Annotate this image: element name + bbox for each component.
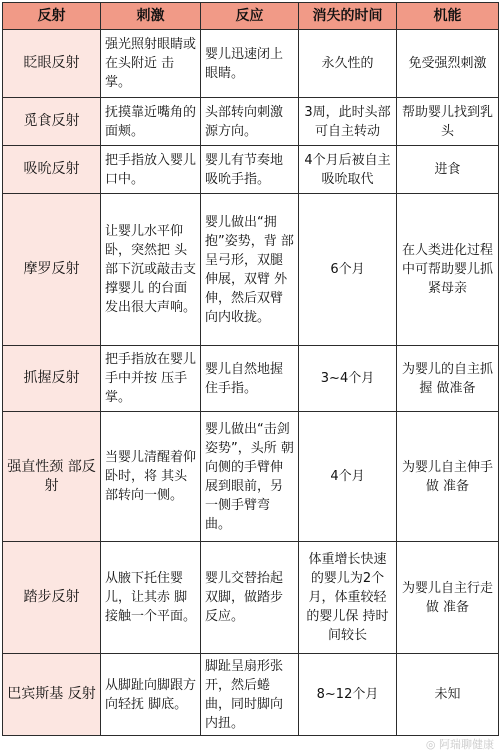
header-stimulus: 刺激	[101, 3, 201, 30]
table-row	[3, 98, 499, 146]
response-cell: 婴儿迅速闭上眼睛。	[201, 30, 299, 98]
header-response: 反应	[201, 3, 299, 30]
response-cell: 婴儿自然地握住手指。	[201, 346, 299, 412]
header-disappear: 消失的时间	[299, 3, 397, 30]
reflex-name: 抓握反射	[3, 346, 101, 412]
table-row	[3, 30, 499, 98]
disappear-cell: 3~4个月	[299, 346, 397, 412]
function-cell: 未知	[397, 654, 499, 736]
reflex-name: 强直性颈 部反射	[3, 412, 101, 542]
function-cell: 为婴儿的自主抓握 做准备	[397, 346, 499, 412]
disappear-cell: 8~12个月	[299, 654, 397, 736]
response-cell: 头部转向刺激源方向。	[201, 98, 299, 146]
function-cell: 为婴儿自主行走做 准备	[397, 542, 499, 654]
disappear-cell: 永久性的	[299, 30, 397, 98]
function-cell: 帮助婴儿找到乳头	[397, 98, 499, 146]
disappear-cell: 6个月	[299, 194, 397, 346]
watermark	[426, 736, 494, 752]
disappear-cell: 4个月	[299, 412, 397, 542]
reflex-name: 觅食反射	[3, 98, 101, 146]
response-cell: 婴儿做出“拥抱”姿势，背 部呈弓形，双腿伸展，双臂 外伸，然后双臂向内收拢。	[201, 194, 299, 346]
stimulus-cell: 抚摸靠近嘴角的面颊。	[101, 98, 201, 146]
disappear-cell: 4个月后被自主吸吮取代	[299, 146, 397, 194]
reflex-name: 巴宾斯基 反射	[3, 654, 101, 736]
function-cell: 进食	[397, 146, 499, 194]
reflex-name: 踏步反射	[3, 542, 101, 654]
watermark-icon: ◎	[425, 738, 436, 751]
header-row	[3, 3, 499, 30]
reflex-table	[2, 2, 499, 736]
stimulus-cell: 把手指放入婴儿口中。	[101, 146, 201, 194]
disappear-cell: 体重增长快速的婴儿为2个月，体重较轻的婴儿保 持时间较长	[299, 542, 397, 654]
function-cell: 为婴儿自主伸手做 准备	[397, 412, 499, 542]
function-cell: 免受强烈刺激	[397, 30, 499, 98]
table-row	[3, 346, 499, 412]
stimulus-cell: 把手指放在婴儿手中并按 压手掌。	[101, 346, 201, 412]
response-cell: 婴儿交替抬起双脚，做踏步 反应。	[201, 542, 299, 654]
reflex-name: 眨眼反射	[3, 30, 101, 98]
table-row	[3, 194, 499, 346]
watermark-text: 阿瑞聊健康	[439, 738, 494, 751]
header-function: 机能	[397, 3, 499, 30]
stimulus-cell: 让婴儿水平仰卧，突然把 头部下沉或敲击支撑婴儿 的台面发出很大声响。	[101, 194, 201, 346]
table-row	[3, 654, 499, 736]
table-row	[3, 146, 499, 194]
response-cell: 婴儿有节奏地吸吮手指。	[201, 146, 299, 194]
response-cell: 脚趾呈扇形张开，然后蜷曲，同时脚向内扭。	[201, 654, 299, 736]
reflex-name: 摩罗反射	[3, 194, 101, 346]
stimulus-cell: 从腋下托住婴儿，让其赤 脚接触一个平面。	[101, 542, 201, 654]
stimulus-cell: 强光照射眼睛或在头附近 击掌。	[101, 30, 201, 98]
reflex-name: 吸吮反射	[3, 146, 101, 194]
function-cell: 在人类进化过程 中可帮助婴儿抓 紧母亲	[397, 194, 499, 346]
table-row	[3, 542, 499, 654]
header-reflex: 反射	[3, 3, 101, 30]
stimulus-cell: 当婴儿清醒着仰卧时，将 其头部转向一侧。	[101, 412, 201, 542]
table-row	[3, 412, 499, 542]
stimulus-cell: 从脚趾向脚跟方向轻抚 脚底。	[101, 654, 201, 736]
disappear-cell: 3周，此时头部可自主转动	[299, 98, 397, 146]
response-cell: 婴儿做出“击剑姿势”，头所 朝向侧的手臂伸展到眼前，另一侧手臂弯曲。	[201, 412, 299, 542]
